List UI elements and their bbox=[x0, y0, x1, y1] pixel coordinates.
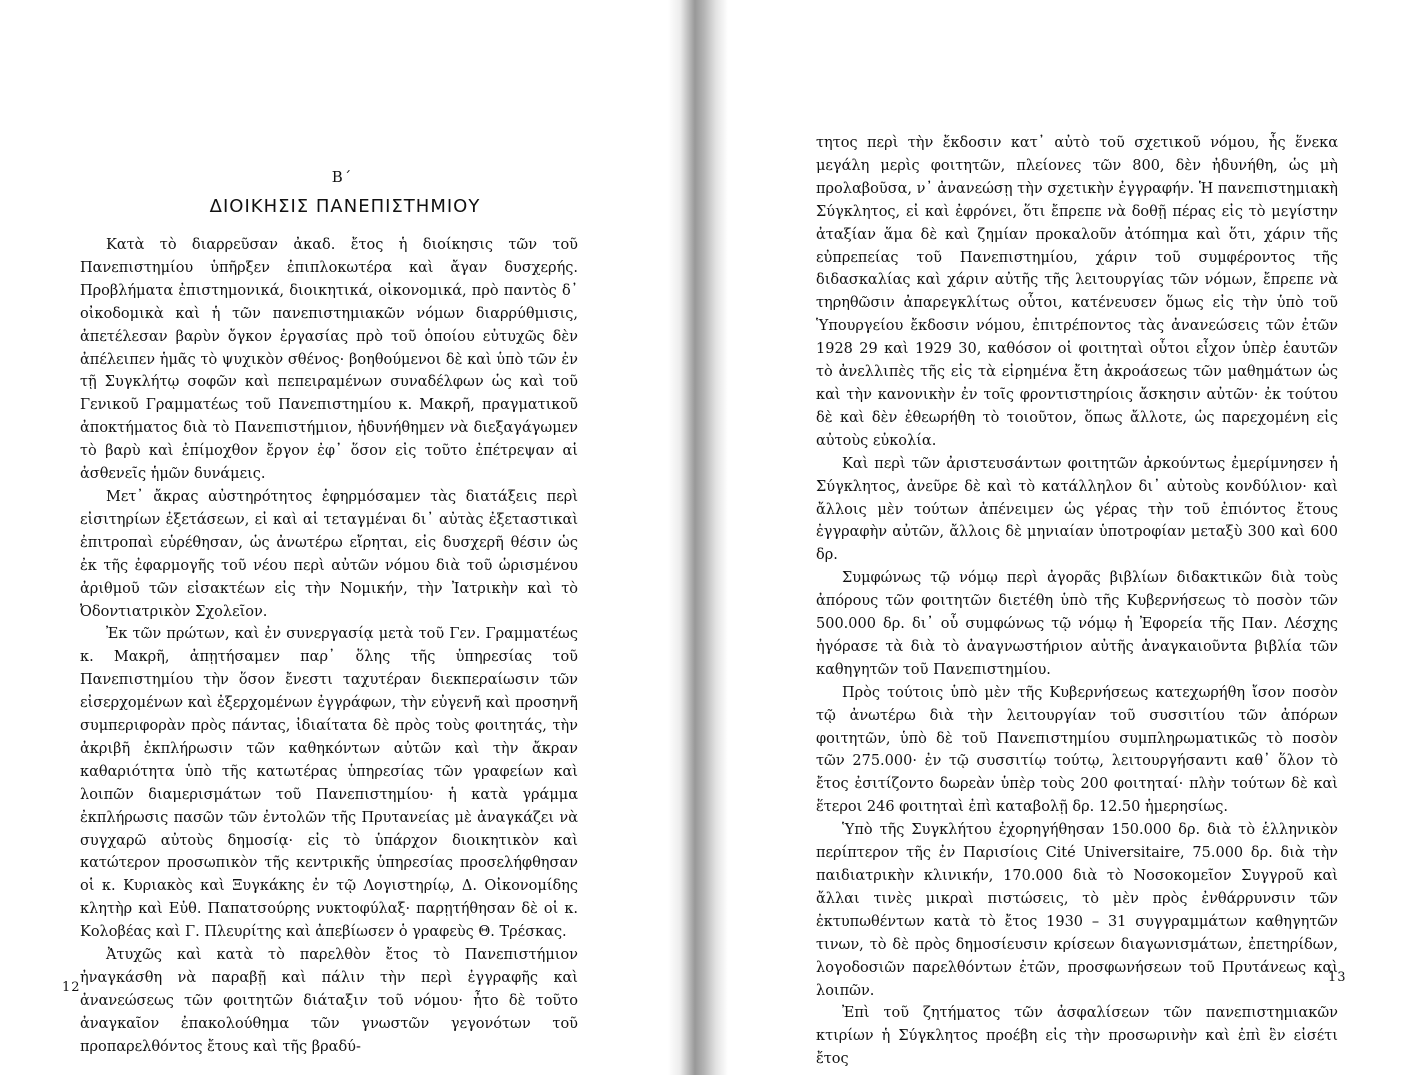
paragraph: τητος περὶ τὴν ἔκδοσιν κατ᾽ αὐτὸ τοῦ σχετικοῦ νόμου, ἧς ἕνεκα μεγάλη μερὶς φοιτητῶν, πλείονες τῶν 800, δὲν ἠδυνήθη, ὡς μὴ προλαβοῦσα, ν᾽ ἀνανεώσῃ τὴν σχετικὴν ἐγγραφήν. Ἡ πανεπιστημιακὴ Σύγκλητος, εἰ καὶ ἐφρόνει, ὅτι ἔπρεπε νὰ δοθῇ πέρας εἰς τὸ μεγίστην ἀταξίαν ἅμα δὲ καὶ ζημίαν προκαλοῦν ἀτόπημα καὶ ὅτι, χάριν τῆς εὐπρεπείας τοῦ Πανεπιστημίου, χάριν τοῦ συμφέροντος τῆς διδασκαλίας καὶ χάριν αὐτῆς τῆς λειτουργίας τῶν νόμων, ἔπρεπε νὰ τηρηθῶσιν ἀπαρεγκλίτως οὗτοι, κατένευσεν ὅμως εἰς τὴν ὑπὸ τοῦ Ὑπουργείου ἔκδοσιν νόμου, ἐπιτρέποντος τὰς ἀνανεώσεις τῶν ἐτῶν 1928 29 καὶ 1929 30, καθόσον οἱ φοιτηταὶ οὗτοι εἶχον ὑπὲρ ἑαυτῶν τὸ ἀνελλιπὲς τῆς εἰς τὰ εἰρημένα ἔτη ἀκροάσεως τῶν μαθημάτων ὡς καὶ τὴν κανονικὴν ἐν τοῖς φροντιστηρίοις ἄσκησιν αὐτῶν· ἐκ τούτου δὲ καὶ δὲν ἐθεωρήθη τὸ τοιοῦτον, ὅπως ἄλλοτε, ὡς παρεχομένη εἰς αὐτοὺς εὐκολία. bbox=[816, 135, 1338, 449]
book-gutter-shadow bbox=[668, 0, 728, 1075]
paragraph: Συμφώνως τῷ νόμῳ περὶ ἀγορᾶς βιβλίων διδακτικῶν διὰ τοὺς ἀπόρους τῶν φοιτητῶν διετέθη ὑπὸ τῆς Κυβερνήσεως τὸ ποσὸν τῶν 500.000 δρ. δι᾽ οὗ συμφώνως τῷ νόμῳ ἡ Ἐφορεία τῆς Παν. Λέσχης ἠγόρασε τὰ διὰ τὸ ἀναγνωστήριον αὐτῆς ἀναγκαιοῦντα βιβλία τῶν καθηγητῶν τοῦ Πανεπιστημίου. bbox=[816, 570, 1338, 678]
paragraph: Μετ᾽ ἄκρας αὐστηρότητος ἐφηρμόσαμεν τὰς διατάξεις περὶ εἰσιτηρίων ἐξετάσεων, εἰ καὶ αἱ τεταγμέναι δι᾽ αὐτὰς ἐξεταστικαὶ ἐπιτροπαὶ εὑρέθησαν, ὡς ἀνωτέρω εἴρηται, εἰς δυσχερῆ θέσιν ὡς ἐκ τῆς ἐφαρμογῆς τοῦ νέου περὶ αὐτῶν νόμου διὰ τοῦ ὡρισμένου ἀριθμοῦ τῶν εἰσακτέων εἰς τὴν Νομικήν, τὴν Ἰατρικὴν καὶ τὸ Ὀδοντιατρικὸν Σχολεῖον. bbox=[80, 488, 578, 620]
left-page bbox=[0, 0, 684, 1075]
paragraph: Κατὰ τὸ διαρρεῦσαν ἀκαδ. ἔτος ἡ διοίκησις τῶν τοῦ Πανεπιστημίου ὑπῆρξεν ἐπιπλοκωτέρα καὶ ἄγαν δυσχερής. Προβλήματα ἐπιστημονικά, διοικητικά, οἰκονομικά, πρὸ παντὸς δ᾽ οἰκοδομικὰ καὶ ἡ τῶν πανεπιστημιακῶν νόμων διαρρύθμισις, ἀπετέλεσαν βαρὺν ὄγκον ἐργασίας πρὸ τοῦ ὁποίου εὐτυχῶς δὲν ἀπέλειπεν ἡμᾶς τὸ ψυχικὸν σθένος· βοηθούμενοι δὲ καὶ ὑπὸ τῶν ἐν τῇ Συγκλήτῳ σοφῶν καὶ πεπειραμένων συναδέλφων ὡς καὶ τοῦ Γενικοῦ Γραμματέως τοῦ Πανεπιστημίου κ. Μακρῆ, πραγματικοῦ ἀποκτήματος διὰ τὸ Πανεπιστήμιον, ἠδυνήθημεν νὰ διεξαγάγωμεν τὸ βαρὺ καὶ ἐπίμοχθον ἔργον ἐφ᾽ ὅσον εἰς τοῦτο ἐπέτρεψαν αἱ ἀσθενεῖς ἡμῶν δυνάμεις. bbox=[80, 237, 578, 483]
paragraph: Ἐπὶ τοῦ ζητήματος τῶν ἀσφαλίσεων τῶν πανεπιστημιακῶν κτιρίων ἡ Σύγκλητος προέβη εἰς τὴν προσωρινὴν καὶ ἐπὶ ἓν εἰσέτι ἔτος bbox=[816, 1005, 1338, 1068]
paragraph: Καὶ περὶ τῶν ἀριστευσάντων φοιτητῶν ἀρκούντως ἐμερίμνησεν ἡ Σύγκλητος, ἀνεῦρε δὲ καὶ τὸ κατάλληλον δι᾽ αὐτοὺς κονδύλιον· καὶ ἄλλοις μὲν τούτων ἀπένειμεν ὡς γέρας τὴν τοῦ ἐπιόντος ἔτους ἐγγραφὴν αὐτῶν, ἄλλοις δὲ μηνιαίαν ὑποτροφίαν μεταξὺ 300 καὶ 600 δρ. bbox=[816, 455, 1338, 564]
paragraph: Ἐκ τῶν πρώτων, καὶ ἐν συνεργασίᾳ μετὰ τοῦ Γεν. Γραμματέως κ. Μακρῆ, ἀπῃτήσαμεν παρ᾽ ὅλης τῆς ὑπηρεσίας τοῦ Πανεπιστημίου τὴν ὅσον ἔνεστι ταχυτέραν διεκπεραίωσιν τῶν εἰσερχομένων καὶ ἐξερχομένων ἐγγράφων, τὴν εὐγενῆ καὶ προσηνῆ συμπεριφορὰν πρὸς πάντας, ἰδιαίτατα δὲ πρὸς τοὺς φοιτητάς, τὴν ἀκριβῆ ἐκπλήρωσιν τῶν καθηκόντων αὐτῶν καὶ τὴν ἄκραν καθαριότητα ὑπὸ τῆς κατωτέρας ὑπηρεσίας τῶν γραφείων καὶ λοιπῶν διαμερισμάτων τοῦ Πανεπιστημίου· ἡ κατὰ γράμμα ἐκπλήρωσις πασῶν τῶν ἐντολῶν τῆς Πρυτανείας μὲ ἀναγκάζει νὰ συγχαρῶ αὐτοὺς δημοσίᾳ· εἰς τὸ ὑπάρχον διοικητικὸν καὶ κατώτερον προσωπικὸν τῆς κεντρικῆς ὑπηρεσίας προσελήφθησαν οἱ κ. Κυριακὸς καὶ Ξυγκάκης ἐν τῷ Λογιστηρίῳ, Δ. Οἰκονομίδης κλητὴρ καὶ Εὐθ. Παπατσούρης νυκτοφύλαξ· παρῃτήθησαν δὲ οἱ κ. Κολοβέας καὶ Γ. Πλευρίτης καὶ ἀπεβίωσεν ὁ γραφεὺς Θ. Τρέσκας. bbox=[80, 626, 578, 941]
right-page bbox=[684, 0, 1404, 1075]
section-mark: Β΄ bbox=[331, 168, 353, 186]
chapter-title: ΔΙΟΙΚΗΣΙΣ ΠΑΝΕΠΙΣΤΗΜΙΟΥ bbox=[209, 196, 481, 217]
paragraph: Ὑπὸ τῆς Συγκλήτου ἐχορηγήθησαν 150.000 δρ. διὰ τὸ ἑλληνικὸν περίπτερον τῆς ἐν Παρισίοις Cité Universitaire, 75.000 δρ. διὰ τὴν παιδιατρικὴν κλινικήν, 170.000 διὰ τὸ Νοσοκομεῖον Συγγροῦ καὶ ἄλλαι τινὲς μικραὶ πιστώσεις, τὸ μὲν πρὸς ἐνθάρρυνσιν τῶν ἐκτυπωθέντων κατὰ τὸ ἔτος 1930 – 31 συγγραμμάτων καθηγητῶν τινων, τὸ δὲ πρὸς δημοσίευσιν κρίσεων διαγωνισμάτων, ἐπετηρίδων, λογοδοσιῶν παρελθόντων ἐτῶν, προσφωνήσεων τοῦ Πρυτάνεως καὶ λοιπῶν. bbox=[816, 822, 1338, 999]
page-number-left: 12 bbox=[62, 980, 81, 995]
left-text-column bbox=[80, 234, 578, 1059]
right-text-column bbox=[816, 132, 1338, 1071]
page-number-right: 13 bbox=[1328, 970, 1347, 985]
paragraph: Πρὸς τούτοις ὑπὸ μὲν τῆς Κυβερνήσεως κατεχωρήθη ἴσον ποσὸν τῷ ἀνωτέρω διὰ τὴν λειτουργίαν τοῦ συσσιτίου τῶν ἀπόρων φοιτητῶν, ὑπὸ δὲ τοῦ Πανεπιστημίου συμπληρωματικῶς τὸ ποσὸν τῶν 275.000· ἐν τῷ συσσιτίῳ τούτῳ, λειτουργήσαντι καθ᾽ ὅλον τὸ ἔτος ἐσιτίζοντο δωρεὰν ὑπὲρ τοὺς 200 φοιτηταί· πλὴν τούτων δὲ καὶ ἕτεροι 246 φοιτηταὶ ἐπὶ καταβολῇ δρ. 12.50 ἡμερησίως. bbox=[816, 684, 1338, 816]
paragraph: Ἀτυχῶς καὶ κατὰ τὸ παρελθὸν ἔτος τὸ Πανεπιστήμιον ἠναγκάσθη νὰ παραβῇ καὶ πάλιν τὴν περὶ ἐγγραφῆς καὶ ἀνανεώσεως τῶν φοιτητῶν διάταξιν τοῦ νόμου· ἦτο δὲ τοῦτο ἀναγκαῖον ἐπακολούθημα τῶν γνωστῶν γεγονότων τοῦ προπαρελθόντος ἔτους καὶ τῆς βραδύ- bbox=[80, 947, 578, 1055]
